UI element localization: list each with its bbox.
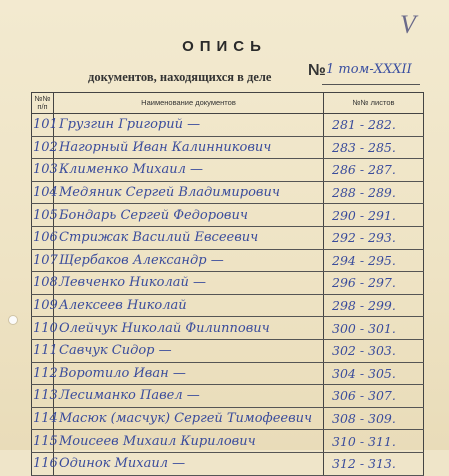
table-row xyxy=(32,136,424,159)
cell-name: Грузгин Григорий — xyxy=(54,114,324,137)
table-row xyxy=(32,249,424,272)
cell-sheets: 281 - 282. xyxy=(324,114,424,137)
cell-sheets: 283 - 285. xyxy=(324,136,424,159)
cell-name: Бондарь Сергей Федорович xyxy=(54,204,324,227)
cell-sheets: 310 - 311. xyxy=(324,430,424,453)
cell-name: Стрижак Василий Евсеевич xyxy=(54,226,324,249)
punch-hole xyxy=(8,315,18,325)
cell-name: Щербаков Александр — xyxy=(54,249,324,272)
cell-num: 108 xyxy=(32,272,54,295)
file-number-underline xyxy=(322,84,420,85)
cell-sheets: 298 - 299. xyxy=(324,294,424,317)
table-row xyxy=(32,362,424,385)
cell-name: Олейчук Николай Филиппович xyxy=(54,317,324,340)
cell-name: Одинок Михаил — xyxy=(54,452,324,475)
cell-num: 104 xyxy=(32,181,54,204)
header-num: №№ п/п xyxy=(32,93,54,114)
cell-sheets: 288 - 289. xyxy=(324,181,424,204)
table-row xyxy=(32,339,424,362)
cell-num: 101 xyxy=(32,114,54,137)
cell-num: 103 xyxy=(32,159,54,182)
cell-sheets: 294 - 295. xyxy=(324,249,424,272)
cell-num: 116 xyxy=(32,452,54,475)
cell-num: 105 xyxy=(32,204,54,227)
inventory-table xyxy=(31,92,424,476)
table-row xyxy=(32,159,424,182)
cell-sheets: 304 - 305. xyxy=(324,362,424,385)
table-row xyxy=(32,114,424,137)
cell-num: 114 xyxy=(32,407,54,430)
cell-sheets: 302 - 303. xyxy=(324,339,424,362)
table-row xyxy=(32,204,424,227)
table-row xyxy=(32,452,424,475)
cell-name: Алексеев Николай xyxy=(54,294,324,317)
cell-name: Медяник Сергей Владимирович xyxy=(54,181,324,204)
cell-sheets: 296 - 297. xyxy=(324,272,424,295)
cell-sheets: 286 - 287. xyxy=(324,159,424,182)
cell-name: Клименко Михаил — xyxy=(54,159,324,182)
cell-sheets: 300 - 301. xyxy=(324,317,424,340)
cell-sheets: 306 - 307. xyxy=(324,385,424,408)
cell-sheets: 308 - 309. xyxy=(324,407,424,430)
table-row xyxy=(32,317,424,340)
cell-num: 106 xyxy=(32,226,54,249)
page-title: ОПИСЬ xyxy=(182,38,267,55)
cell-num: 115 xyxy=(32,430,54,453)
cell-name: Моисеев Михаил Кирилович xyxy=(54,430,324,453)
cell-name: Воротило Иван — xyxy=(54,362,324,385)
table-row xyxy=(32,181,424,204)
corner-mark: V xyxy=(400,10,416,39)
cell-name: Савчук Сидор — xyxy=(54,339,324,362)
cell-name: Нагорный Иван Калинникович xyxy=(54,136,324,159)
table-row xyxy=(32,407,424,430)
table-header-row xyxy=(32,93,424,114)
header-sheets: №№ листов xyxy=(324,93,424,114)
cell-name: Масюк (масчук) Сергей Тимофеевич xyxy=(54,407,324,430)
header-name: Наименование документов xyxy=(54,93,324,114)
cell-num: 113 xyxy=(32,385,54,408)
cell-num: 110 xyxy=(32,317,54,340)
table-row xyxy=(32,385,424,408)
cell-sheets: 312 - 313. xyxy=(324,452,424,475)
cell-sheets: 292 - 293. xyxy=(324,226,424,249)
file-number-value: 1 том-XXXII xyxy=(326,62,412,77)
cell-num: 111 xyxy=(32,339,54,362)
cell-num: 112 xyxy=(32,362,54,385)
page-subtitle: документов, находящихся в деле xyxy=(88,70,272,84)
cell-num: 102 xyxy=(32,136,54,159)
table-row xyxy=(32,430,424,453)
cell-sheets: 290 - 291. xyxy=(324,204,424,227)
cell-num: 107 xyxy=(32,249,54,272)
cell-num: 109 xyxy=(32,294,54,317)
table-row xyxy=(32,226,424,249)
table-row xyxy=(32,272,424,295)
file-number-label: № xyxy=(308,62,326,79)
table-row xyxy=(32,294,424,317)
cell-name: Левченко Николай — xyxy=(54,272,324,295)
cell-name: Лесиманко Павел — xyxy=(54,385,324,408)
